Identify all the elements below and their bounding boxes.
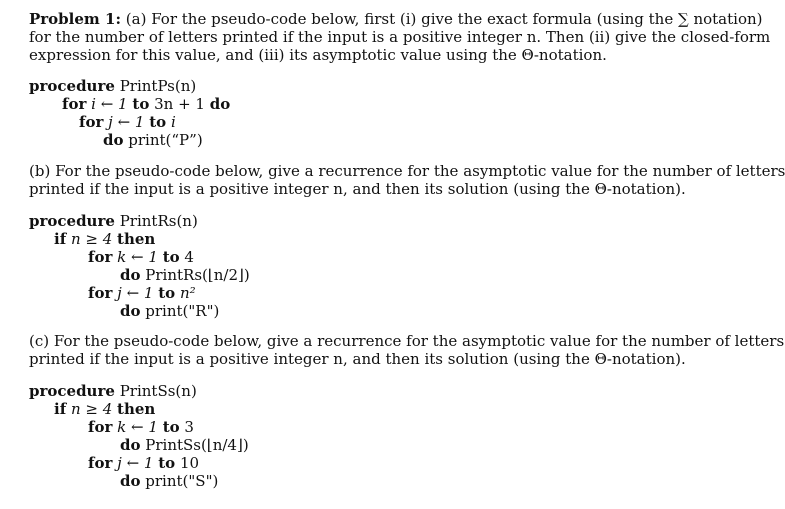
code-c-line-4: do PrintSs(⌊n/4⌋) xyxy=(120,436,249,454)
code-a-line-2: for i ← 1 to 3n + 1 do xyxy=(62,95,231,113)
problem-heading: Problem 1: xyxy=(29,10,121,28)
code-a-line-3: for j ← 1 to i xyxy=(79,113,176,131)
code-b-line-4: do PrintRs(⌊n/2⌋) xyxy=(120,266,250,284)
code-c-line-3: for k ← 1 to 3 xyxy=(88,418,194,436)
problem-b-line-2: printed if the input is a positive integer n, and then its solution (using the Θ-notation). xyxy=(29,180,686,198)
code-c-line-2: if n ≥ 4 then xyxy=(54,400,156,418)
code-a-line-1: procedure PrintPs(n) xyxy=(29,77,197,95)
code-b-line-1: procedure PrintRs(n) xyxy=(29,212,198,230)
code-a-line-4: do print(“P”) xyxy=(103,131,203,149)
problem-c-line-1: (c) For the pseudo-code below, give a recurrence for the asymptotic value for the number of letters xyxy=(29,332,785,350)
code-b-line-2: if n ≥ 4 then xyxy=(54,230,156,248)
code-b-line-6: do print("R") xyxy=(120,302,220,320)
code-c-line-1: procedure PrintSs(n) xyxy=(29,382,197,400)
problem-b-line-1: (b) For the pseudo-code below, give a recurrence for the asymptotic value for the number of letters xyxy=(29,162,785,180)
part-a-text-1: (a) For the pseudo-code below, first (i) give the exact formula (using the ∑ notation) xyxy=(125,10,763,28)
problem-a-line-1 xyxy=(29,10,763,28)
code-c-line-6: do print("S") xyxy=(120,472,219,490)
code-b-line-5: for j ← 1 to n² xyxy=(88,284,196,302)
code-b-line-3: for k ← 1 to 4 xyxy=(88,248,194,266)
code-c-line-5: for j ← 1 to 10 xyxy=(88,454,200,472)
problem-c-line-2: printed if the input is a positive integer n, and then its solution (using the Θ-notation). xyxy=(29,350,686,368)
problem-a-line-3: expression for this value, and (iii) its asymptotic value using the Θ-notation. xyxy=(29,46,607,64)
problem-a-line-2: for the number of letters printed if the input is a positive integer n. Then (ii) give the closed-form xyxy=(29,28,771,46)
